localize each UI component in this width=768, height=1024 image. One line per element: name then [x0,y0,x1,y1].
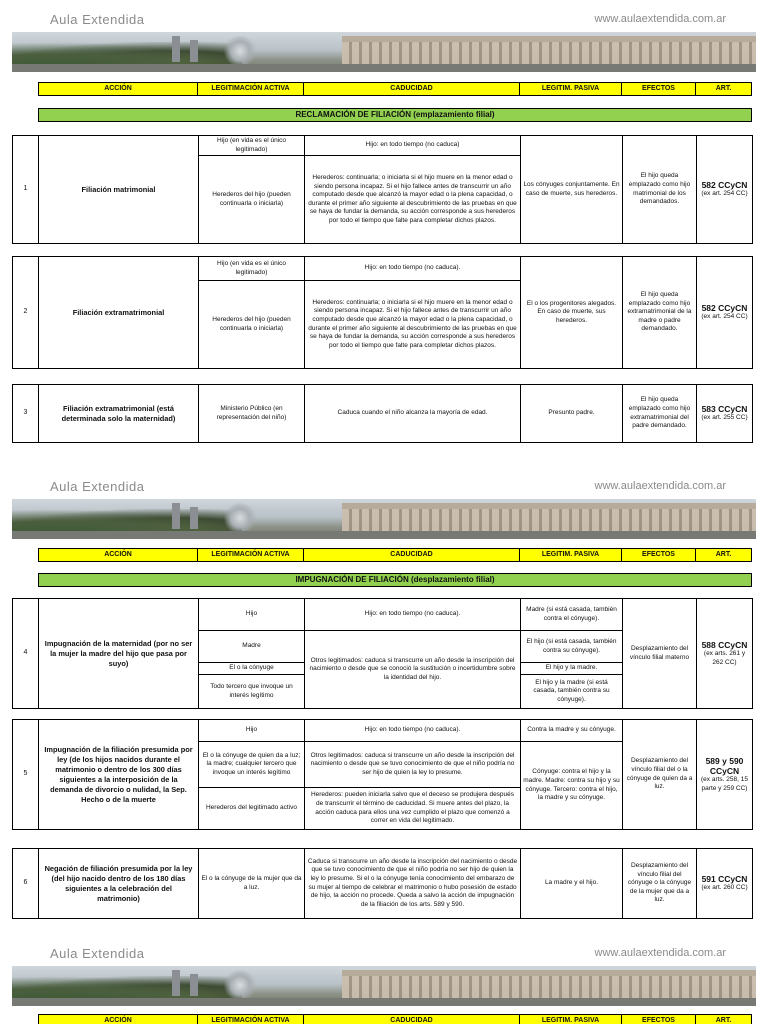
col-header-accion: ACCIÓN [39,83,198,95]
col-header-efectos: EFECTOS [622,1015,696,1024]
caducidad-cell: Hijo: en todo tiempo (no caduca). [305,599,521,631]
caducidad-cell: Hijo: en todo tiempo (no caduca). [305,257,521,281]
site-url[interactable]: www.aulaextendida.com.ar [594,480,726,492]
caducidad-cell: Caduca si transcurre un año desde la inscripción del nacimiento o desde que se tuvo conocimiento de que el niño podría no ser hijo de quien la ley lo presume. Si el o la cónyuge tenía conocimiento del embarazo de su mujer al tiempo de celebrar el matrimonio o hubo posesión de estado de hijo, la acción no procede. Queda a salvo la acción de impugnación de la filiación de los arts. 589 y 590. [305,849,521,919]
articulo-main: 582 CCyCN [701,180,748,191]
legitimacion-pasiva-cell: El hijo y la madre (si está casada, también contra su cónyuge). [521,675,623,709]
site-banner [12,473,756,545]
col-header-caducidad: CADUCIDAD [304,549,520,561]
col-header-efectos: EFECTOS [622,549,696,561]
legitimacion-pasiva-cell: Los cónyuges conjuntamente. En caso de muerte, sus herederos. [521,136,623,244]
table-row [12,384,753,443]
column-header-row [38,1014,752,1024]
articulo-cell [697,136,753,244]
legitimacion-pasiva-cell: La madre y el hijo. [521,849,623,919]
column-header-row [38,548,752,562]
row-number: 6 [13,849,39,919]
legitimacion-pasiva-cell: El hijo y la madre. [521,663,623,675]
articulo-main: 582 CCyCN [701,303,748,314]
legitimacion-activa-cell: Herederos del hijo (pueden continuarla o iniciarla) [199,281,305,369]
articulo-cell [697,599,753,709]
col-header-accion: ACCIÓN [39,1015,198,1024]
brand-name: Aula Extendida [50,945,145,961]
col-header-art: ART. [715,85,732,92]
banner-photo [12,32,756,72]
legitimacion-pasiva-cell: El o los progenitores alegados. En caso de muerte, sus herederos. [521,257,623,369]
legitimacion-activa-cell: El o la cónyuge [199,663,305,675]
efectos-cell: El hijo queda emplazado como hijo extramatrimonial del padre demandado. [623,385,697,443]
caducidad-cell: Herederos: continuarla; o iniciarla si el hijo muere en la menor edad o siendo persona incapaz. Si el hijo fallece antes de transcurrir un año computado desde que alcanzó la mayor edad o la plena capacidad, o durante el primer año siguiente al descubrimiento de las pruebas en que se haya de fundar la demanda, su acción corresponde a sus herederos por todo el tiempo que falte para completar dichos plazos. [305,156,521,244]
col-header-legitim-pasiva: LEGITIM. PASIVA [520,1015,622,1024]
efectos-cell: El hijo queda emplazado como hijo matrimonial de los demandados. [623,136,697,244]
efectos-cell: Desplazamiento del vínculo filial del cónyuge o la cónyuge de la mujer que da a luz. [623,849,697,919]
caducidad-cell: Herederos: continuarla; o iniciarla si el hijo muere en la menor edad o siendo persona incapaz. Si el hijo fallece antes de transcurrir un año computado desde que alcanzó la mayor edad o la plena capacidad, o durante el primer año siguiente al descubrimiento de las pruebas en que se haya de fundar la demanda, su acción corresponde a sus herederos por todo el tiempo que falte para completar dichos plazos. [305,281,521,369]
legitimacion-activa-cell: Hijo [199,720,305,742]
site-url[interactable]: www.aulaextendida.com.ar [594,13,726,25]
legitimacion-pasiva-cell: Cónyuge: contra el hijo y la madre. Madre: contra su hijo y su cónyuge. Tercero: contra el hijo, la madre y su cónyuge. [521,742,623,830]
articulo-sub: (ex art. 260 CC) [701,884,748,892]
legitimacion-activa-cell: Herederos del legitimado activo [199,788,305,830]
articulo-cell [697,385,753,443]
legitimacion-activa-cell: Ministerio Público (en representación del niño) [199,385,305,443]
section-title-reclamacion: RECLAMACIÓN DE FILIACIÓN (emplazamiento filial) [38,108,752,122]
col-header-art: ART. [715,551,732,558]
legitimacion-pasiva-cell: Presunto padre. [521,385,623,443]
col-header-legitimacion-activa: LEGITIMACIÓN ACTIVA [198,549,304,561]
articulo-sub: (ex art. 255 CC) [701,414,748,422]
legitimacion-pasiva-cell: Contra la madre y su cónyuge. [521,720,623,742]
legitimacion-activa-cell: Hijo (en vida es el único legitimado) [199,257,305,281]
row-number: 3 [13,385,39,443]
articulo-cell [697,849,753,919]
table-row [12,598,753,709]
col-header-art: ART. [715,1017,732,1024]
legitimacion-activa-cell: Todo tercero que invoque un interés legítimo [199,675,305,709]
articulo-sub: (ex art. 254 CC) [701,190,748,198]
articulo-cell [697,720,753,830]
caducidad-cell: Hijo: en todo tiempo (no caduca). [305,720,521,742]
row-number: 2 [13,257,39,369]
legitimacion-activa-cell: Herederos del hijo (pueden continuarla o iniciarla) [199,156,305,244]
accion-cell: Filiación matrimonial [39,136,199,244]
brand-name: Aula Extendida [50,478,145,494]
legitimacion-pasiva-cell: Madre (si está casada, también contra el cónyuge). [521,599,623,631]
caducidad-cell: Otros legitimados: caduca si transcurre un año desde la inscripción del nacimiento o desde que se conoció la sustitución o incertidumbre sobre la identidad del hijo. [305,631,521,709]
efectos-cell: El hijo queda emplazado como hijo extramatrimonial de la madre o padre demandado. [623,257,697,369]
banner-photo [12,499,756,539]
accion-cell: Negación de filiación presumida por la ley (del hijo nacido dentro de los 180 días siguientes a la celebración del matrimonio) [39,849,199,919]
col-header-legitim-pasiva: LEGITIM. PASIVA [520,549,622,561]
table-row [12,256,753,369]
site-url[interactable]: www.aulaextendida.com.ar [594,947,726,959]
articulo-cell [697,257,753,369]
articulo-main: 588 CCyCN [701,639,748,650]
section-title-impugnacion: IMPUGNACIÓN DE FILIACIÓN (desplazamiento filial) [38,573,752,587]
column-header-row [38,82,752,96]
articulo-main: 589 y 590 CCyCN [705,755,744,776]
legitimacion-activa-cell: Hijo [199,599,305,631]
table-row [12,719,753,830]
row-number: 5 [13,720,39,830]
articulo-sub: (ex arts. 258, 15 parte y 259 CC) [701,775,748,792]
caducidad-cell: Otros legitimados: caduca si transcurre un año desde la inscripción del nacimiento o desde que se tuvo conocimiento de que el niño podría no ser hijo de quien la ley lo presume. [305,742,521,788]
brand-name: Aula Extendida [50,11,145,27]
accion-cell: Impugnación de la filiación presumida por ley (de los hijos nacidos durante el matrimonio o dentro de los 300 días siguientes a la interposición de la demanda de divorcio o nulidad, la Sep. Hecho o de la muerte [39,720,199,830]
col-header-legitim-pasiva: LEGITIM. PASIVA [520,83,622,95]
articulo-sub: (ex arts. 261 y 262 CC) [703,649,746,666]
caducidad-cell: Herederos: pueden iniciarla salvo que el deceso se produjera después de transcurrir el término de caducidad. Si muere antes del plazo, la acción caduca para ellos una vez cumplido el plazo que comenzó a correr en vida del legitimado. [305,788,521,830]
efectos-cell: Desplazamiento del vínculo filial del o la cónyuge de quien da a luz. [623,720,697,830]
table-row [12,848,753,919]
caducidad-cell: Hijo: en todo tiempo (no caduca) [305,136,521,156]
caducidad-cell: Caduca cuando el niño alcanza la mayoría de edad. [305,385,521,443]
accion-cell: Filiación extramatrimonial (está determinada solo la maternidad) [39,385,199,443]
articulo-main: 583 CCyCN [701,404,748,415]
efectos-cell: Desplazamiento del vínculo filial materno [623,599,697,709]
site-banner [12,940,756,1012]
legitimacion-activa-cell: Madre [199,631,305,663]
row-number: 1 [13,136,39,244]
legitimacion-activa-cell: Hijo (en vida es el único legitimado) [199,136,305,156]
articulo-sub: (ex art. 254 CC) [701,313,748,321]
legitimacion-activa-cell: El o la cónyuge de la mujer que da a luz. [199,849,305,919]
table-row [12,135,753,244]
col-header-caducidad: CADUCIDAD [304,83,520,95]
col-header-efectos: EFECTOS [622,83,696,95]
accion-cell: Impugnación de la maternidad (por no ser la mujer la madre del hijo que pasa por suyo) [39,599,199,709]
banner-photo [12,966,756,1006]
row-number: 4 [13,599,39,709]
articulo-main: 591 CCyCN [701,874,748,885]
legitimacion-activa-cell: El o la cónyuge de quien da a luz; la madre; cualquier tercero que invoque un interés legítimo [199,742,305,788]
legitimacion-pasiva-cell: El hijo (si está casada, también contra su cónyuge). [521,631,623,663]
col-header-caducidad: CADUCIDAD [304,1015,520,1024]
site-banner [12,6,756,78]
col-header-accion: ACCIÓN [39,549,198,561]
accion-cell: Filiación extramatrimonial [39,257,199,369]
col-header-legitimacion-activa: LEGITIMACIÓN ACTIVA [198,1015,304,1024]
col-header-legitimacion-activa: LEGITIMACIÓN ACTIVA [198,83,304,95]
